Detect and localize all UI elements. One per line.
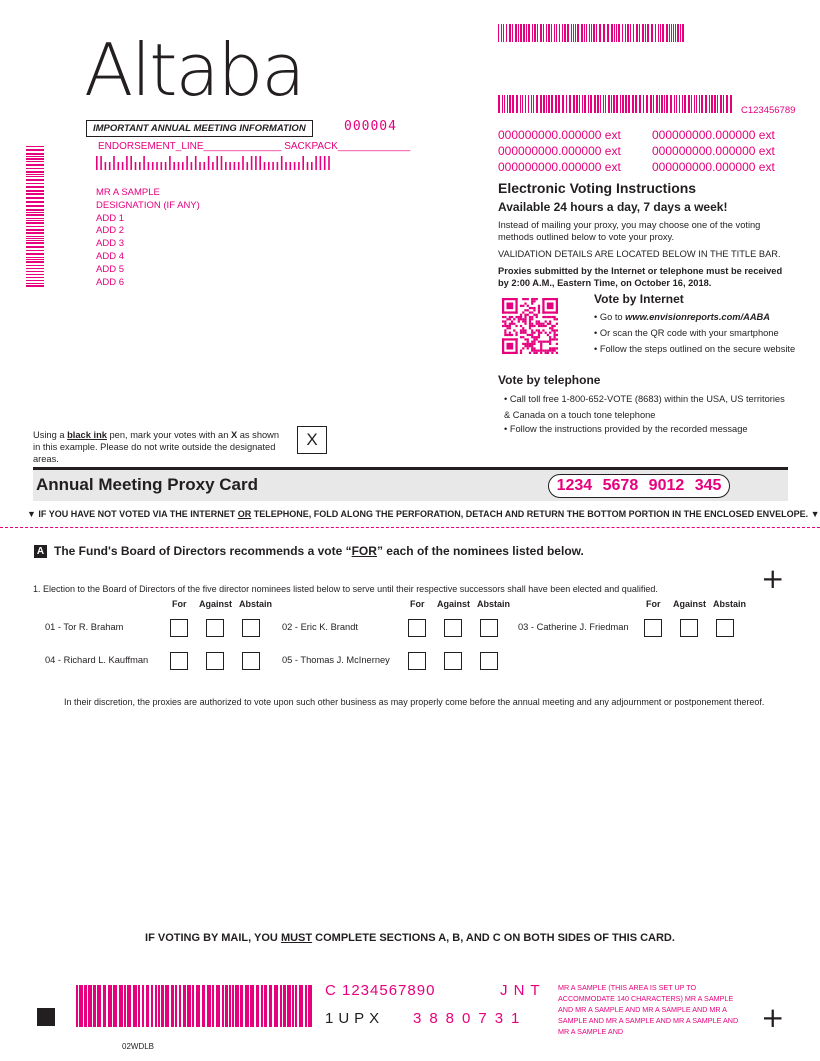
column-header-for: For bbox=[172, 599, 187, 609]
endorsement-line: ENDORSEMENT_LINE______________ SACKPACK_____________ bbox=[98, 141, 411, 152]
internet-follow: • Follow the steps outlined on the secure website bbox=[594, 344, 796, 354]
checkbox-abstain[interactable] bbox=[480, 619, 498, 637]
address-line: DESIGNATION (IF ANY) bbox=[96, 199, 200, 211]
fold-text-1: ▼ IF YOU HAVE NOT VOTED VIA THE INTERNET bbox=[27, 509, 236, 519]
validation-number: 1234 5678 9012 345 bbox=[548, 474, 730, 498]
voting-title: Electronic Voting Instructions bbox=[498, 180, 697, 196]
form-code: 02WDLB bbox=[122, 1042, 155, 1051]
barcode-second bbox=[498, 95, 734, 113]
ext-number: 000000000.000000 ext bbox=[652, 160, 775, 174]
checkbox-against[interactable] bbox=[206, 652, 224, 670]
mailing-address bbox=[96, 187, 200, 289]
fold-or: OR bbox=[237, 509, 252, 519]
nominee-name: 05 - Thomas J. McInerney bbox=[282, 655, 390, 665]
section-a-heading-for: FOR bbox=[351, 544, 377, 558]
address-line: ADD 2 bbox=[96, 225, 124, 237]
instr-rest: as shown in this example. Please do not write outside the designated areas. bbox=[33, 430, 280, 464]
footer-note: MR A SAMPLE (THIS AREA IS SET UP TO ACCOMMODATE 140 CHARACTERS) MR A SAMPLE AND MR A SAMPLE AND MR A SAMPLE AND MR A SAMPLE AND MR A SAMPLE AND MR A SAMPLE AND MR A SAMPLE AND bbox=[558, 983, 739, 1036]
ext-number: 000000000.000000 ext bbox=[652, 128, 775, 142]
address-line: ADD 5 bbox=[96, 263, 124, 275]
section-a-badge: A bbox=[34, 545, 47, 558]
column-header-for: For bbox=[646, 599, 661, 609]
section-a-heading bbox=[54, 544, 584, 558]
important-info-label: IMPORTANT ANNUAL MEETING INFORMATION bbox=[86, 120, 313, 137]
deadline-note: Proxies submitted by the Internet or telephone must be received by 2:00 A.M., Eastern Time, on October 16, 2018. bbox=[498, 266, 783, 288]
checkbox-abstain[interactable] bbox=[716, 619, 734, 637]
checkbox-for[interactable] bbox=[408, 652, 426, 670]
checkbox-abstain[interactable] bbox=[242, 619, 260, 637]
registration-square bbox=[37, 1008, 55, 1026]
voting-intro: Instead of mailing your proxy, you may choose one of the voting methods outlined below to vote your proxy. bbox=[498, 220, 761, 242]
ext-number: 000000000.000000 ext bbox=[498, 128, 621, 142]
qr-code-icon[interactable] bbox=[502, 298, 560, 354]
nominee-name: 02 - Eric K. Brandt bbox=[282, 622, 358, 632]
column-header-against: Against bbox=[437, 599, 471, 609]
column-header-against: Against bbox=[199, 599, 233, 609]
address-line: ADD 6 bbox=[96, 276, 124, 288]
vote-telephone-heading: Vote by telephone bbox=[498, 373, 601, 387]
vote-internet-heading: Vote by Internet bbox=[594, 292, 684, 306]
checkbox-against[interactable] bbox=[680, 619, 698, 637]
footer-upx: 1UPX bbox=[325, 1010, 385, 1027]
checkbox-against[interactable] bbox=[444, 652, 462, 670]
mail-pre: IF VOTING BY MAIL, YOU bbox=[145, 932, 278, 944]
proposal-text: 1. Election to the Board of Directors of the five director nominees listed below to serve until their respective successors shall have been elected and qualified. bbox=[33, 584, 658, 594]
internet-goto-text: • Go to bbox=[594, 312, 623, 322]
mail-must: MUST bbox=[280, 932, 313, 944]
telephone-follow: • Follow the instructions provided by the recorded message bbox=[504, 424, 748, 434]
instr-x: X bbox=[230, 430, 238, 440]
mail-post: COMPLETE SECTIONS A, B, AND C ON BOTH SIDES OF THIS CARD. bbox=[315, 932, 675, 944]
control-number: C123456789 bbox=[741, 105, 796, 116]
address-line: ADD 3 bbox=[96, 238, 124, 250]
address-line: ADD 4 bbox=[96, 250, 124, 262]
checkbox-for[interactable] bbox=[170, 619, 188, 637]
column-header-against: Against bbox=[673, 599, 707, 609]
example-mark-box: X bbox=[297, 426, 327, 454]
nominee-name: 01 - Tor R. Braham bbox=[45, 622, 124, 632]
validation-note: VALIDATION DETAILS ARE LOCATED BELOW IN THE TITLE BAR. bbox=[498, 249, 781, 259]
internet-scan: • Or scan the QR code with your smartphone bbox=[594, 328, 779, 338]
plus-icon: + bbox=[761, 562, 785, 595]
ext-numbers-right bbox=[652, 127, 775, 175]
postal-barcode bbox=[96, 156, 332, 170]
barcode-top bbox=[498, 24, 684, 42]
mail-instructions bbox=[0, 932, 820, 944]
checkbox-against[interactable] bbox=[206, 619, 224, 637]
availability: Available 24 hours a day, 7 days a week! bbox=[498, 200, 728, 214]
marking-instructions bbox=[33, 429, 288, 465]
nominee-name: 04 - Richard L. Kauffman bbox=[45, 655, 149, 665]
column-header-for: For bbox=[410, 599, 425, 609]
perforation-line bbox=[0, 527, 820, 528]
address-line: MR A SAMPLE bbox=[96, 187, 160, 198]
section-a-heading-pre: The Fund's Board of Directors recommends a vote “ bbox=[54, 544, 352, 558]
instr-using: Using a bbox=[33, 430, 65, 440]
column-header-abstain: Abstain bbox=[713, 599, 747, 609]
checkbox-for[interactable] bbox=[408, 619, 426, 637]
proxy-card-title: Annual Meeting Proxy Card bbox=[36, 475, 258, 494]
instr-black-ink: black ink bbox=[67, 430, 107, 440]
nominee-name: 03 - Catherine J. Friedman bbox=[518, 622, 629, 632]
ext-number: 000000000.000000 ext bbox=[498, 144, 621, 158]
fold-text-2: TELEPHONE, FOLD ALONG THE PERFORATION, DETACH AND RETURN THE BOTTOM PORTION IN THE ENCLOSED ENVELOPE. ▼ bbox=[253, 509, 820, 519]
discretion-text: In their discretion, the proxies are authorized to vote upon such other business as may properly come before the annual meeting and any adjournment or postponement thereof. bbox=[64, 697, 765, 707]
instr-pen: pen, mark your votes with an bbox=[109, 430, 229, 440]
plus-icon-bottom: + bbox=[761, 1001, 785, 1034]
telephone-call: • Call toll free 1-800-652-VOTE (8683) within the USA, US territories & Canada on a touch tone telephone bbox=[504, 394, 785, 420]
section-a-heading-post: ” each of the nominees listed below. bbox=[376, 544, 584, 558]
checkbox-against[interactable] bbox=[444, 619, 462, 637]
footer-control: C 1234567890 bbox=[325, 982, 436, 999]
column-header-abstain: Abstain bbox=[477, 599, 511, 609]
column-header-abstain: Abstain bbox=[239, 599, 273, 609]
checkbox-for[interactable] bbox=[170, 652, 188, 670]
ext-number: 000000000.000000 ext bbox=[652, 144, 775, 158]
footer-jnt: J N T bbox=[500, 982, 541, 999]
checkbox-abstain[interactable] bbox=[480, 652, 498, 670]
ext-number: 000000000.000000 ext bbox=[498, 160, 621, 174]
fold-instruction bbox=[27, 509, 820, 519]
address-line: ADD 1 bbox=[96, 212, 124, 224]
checkbox-abstain[interactable] bbox=[242, 652, 260, 670]
barcode-bottom bbox=[76, 985, 312, 1027]
ext-numbers-left bbox=[498, 127, 621, 175]
internet-goto bbox=[594, 311, 770, 323]
company-logo: Altaba bbox=[84, 28, 304, 112]
barcode-vertical bbox=[26, 146, 44, 288]
voting-url-link[interactable]: www.envisionreports.com/AABA bbox=[625, 312, 770, 322]
sequence-number: 000004 bbox=[344, 119, 397, 134]
footer-upx-number: 3880731 bbox=[413, 1010, 528, 1027]
checkbox-for[interactable] bbox=[644, 619, 662, 637]
